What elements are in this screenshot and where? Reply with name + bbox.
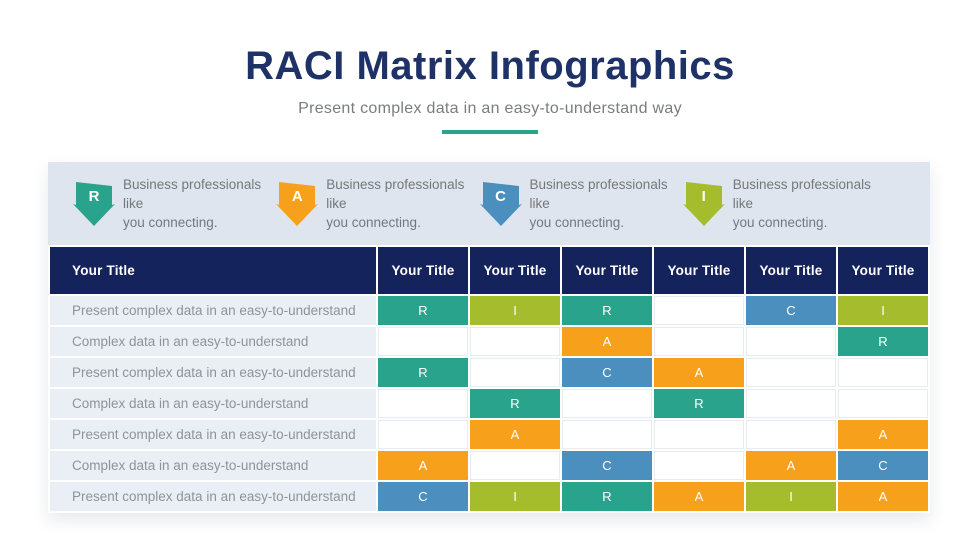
raci-cell-empty	[378, 389, 468, 418]
raci-cell-empty	[470, 327, 560, 356]
raci-matrix-table	[48, 245, 930, 513]
raci-cell-empty	[838, 389, 928, 418]
raci-cell-R: R	[838, 327, 928, 356]
down-arrow-icon	[276, 182, 318, 226]
raci-cell-C: C	[562, 451, 652, 480]
raci-cell-empty	[746, 358, 836, 387]
raci-cell-A: A	[654, 358, 744, 387]
raci-cell-empty	[746, 389, 836, 418]
raci-cell-R: R	[378, 296, 468, 325]
page-subtitle: Present complex data in an easy-to-understand way	[298, 100, 682, 117]
raci-cell-A: A	[562, 327, 652, 356]
table-row	[50, 358, 928, 387]
table-row	[50, 296, 928, 325]
column-header: Your Title	[654, 247, 744, 294]
column-header: Your Title	[378, 247, 468, 294]
raci-cell-R: R	[654, 389, 744, 418]
raci-cell-empty	[654, 296, 744, 325]
column-header: Your Title	[562, 247, 652, 294]
raci-cell-empty	[378, 327, 468, 356]
raci-cell-C: C	[562, 358, 652, 387]
legend	[48, 162, 930, 245]
raci-cell-empty	[838, 358, 928, 387]
raci-cell-A: A	[838, 482, 928, 511]
raci-cell-R: R	[378, 358, 468, 387]
raci-cell-R: R	[562, 482, 652, 511]
legend-letter: I	[701, 187, 706, 205]
raci-cell-C: C	[746, 296, 836, 325]
down-arrow-icon	[73, 182, 115, 226]
legend-item-accountable	[276, 175, 479, 232]
raci-cell-A: A	[470, 420, 560, 449]
raci-cell-A: A	[378, 451, 468, 480]
accent-underline	[442, 130, 538, 134]
table-row	[50, 389, 928, 418]
legend-item-responsible	[73, 175, 276, 232]
down-arrow-icon	[480, 182, 522, 226]
raci-panel	[48, 162, 930, 513]
row-label: Complex data in an easy-to-understand	[50, 389, 376, 418]
raci-cell-empty	[470, 451, 560, 480]
table-row	[50, 482, 928, 511]
raci-cell-empty	[746, 327, 836, 356]
table-row	[50, 420, 928, 449]
row-label: Present complex data in an easy-to-understand	[50, 482, 376, 511]
row-label: Complex data in an easy-to-understand	[50, 451, 376, 480]
table-row	[50, 327, 928, 356]
raci-cell-R: R	[562, 296, 652, 325]
raci-cell-empty	[654, 451, 744, 480]
legend-text: Business professionals like you connecting.	[326, 177, 465, 230]
row-label: Complex data in an easy-to-understand	[50, 327, 376, 356]
legend-item-consulted	[480, 175, 683, 232]
down-arrow-icon	[683, 182, 725, 226]
column-header: Your Title	[50, 247, 376, 294]
raci-cell-A: A	[654, 482, 744, 511]
row-label: Present complex data in an easy-to-understand	[50, 358, 376, 387]
column-header: Your Title	[838, 247, 928, 294]
row-label: Present complex data in an easy-to-understand	[50, 296, 376, 325]
raci-cell-I: I	[746, 482, 836, 511]
raci-cell-I: I	[470, 296, 560, 325]
raci-cell-empty	[378, 420, 468, 449]
raci-cell-empty	[562, 420, 652, 449]
raci-cell-empty	[746, 420, 836, 449]
raci-cell-empty	[654, 327, 744, 356]
raci-cell-empty	[470, 358, 560, 387]
raci-cell-C: C	[838, 451, 928, 480]
table-row	[50, 451, 928, 480]
legend-text: Business professionals like you connecting.	[732, 177, 871, 230]
column-header: Your Title	[470, 247, 560, 294]
legend-letter: C	[495, 187, 506, 205]
page-title: RACI Matrix Infographics	[245, 44, 735, 88]
legend-letter: R	[88, 187, 100, 205]
legend-text: Business professionals like you connecting.	[529, 177, 668, 230]
table-header-row	[50, 247, 928, 294]
column-header: Your Title	[746, 247, 836, 294]
row-label: Present complex data in an easy-to-understand	[50, 420, 376, 449]
raci-cell-empty	[654, 420, 744, 449]
raci-cell-A: A	[746, 451, 836, 480]
legend-item-informed	[683, 175, 886, 232]
matrix-body	[50, 296, 928, 511]
raci-cell-empty	[562, 389, 652, 418]
raci-cell-R: R	[470, 389, 560, 418]
raci-cell-C: C	[378, 482, 468, 511]
raci-cell-I: I	[838, 296, 928, 325]
raci-cell-I: I	[470, 482, 560, 511]
raci-cell-A: A	[838, 420, 928, 449]
legend-text: Business professionals like you connecting.	[123, 177, 262, 230]
legend-letter: A	[291, 187, 303, 205]
